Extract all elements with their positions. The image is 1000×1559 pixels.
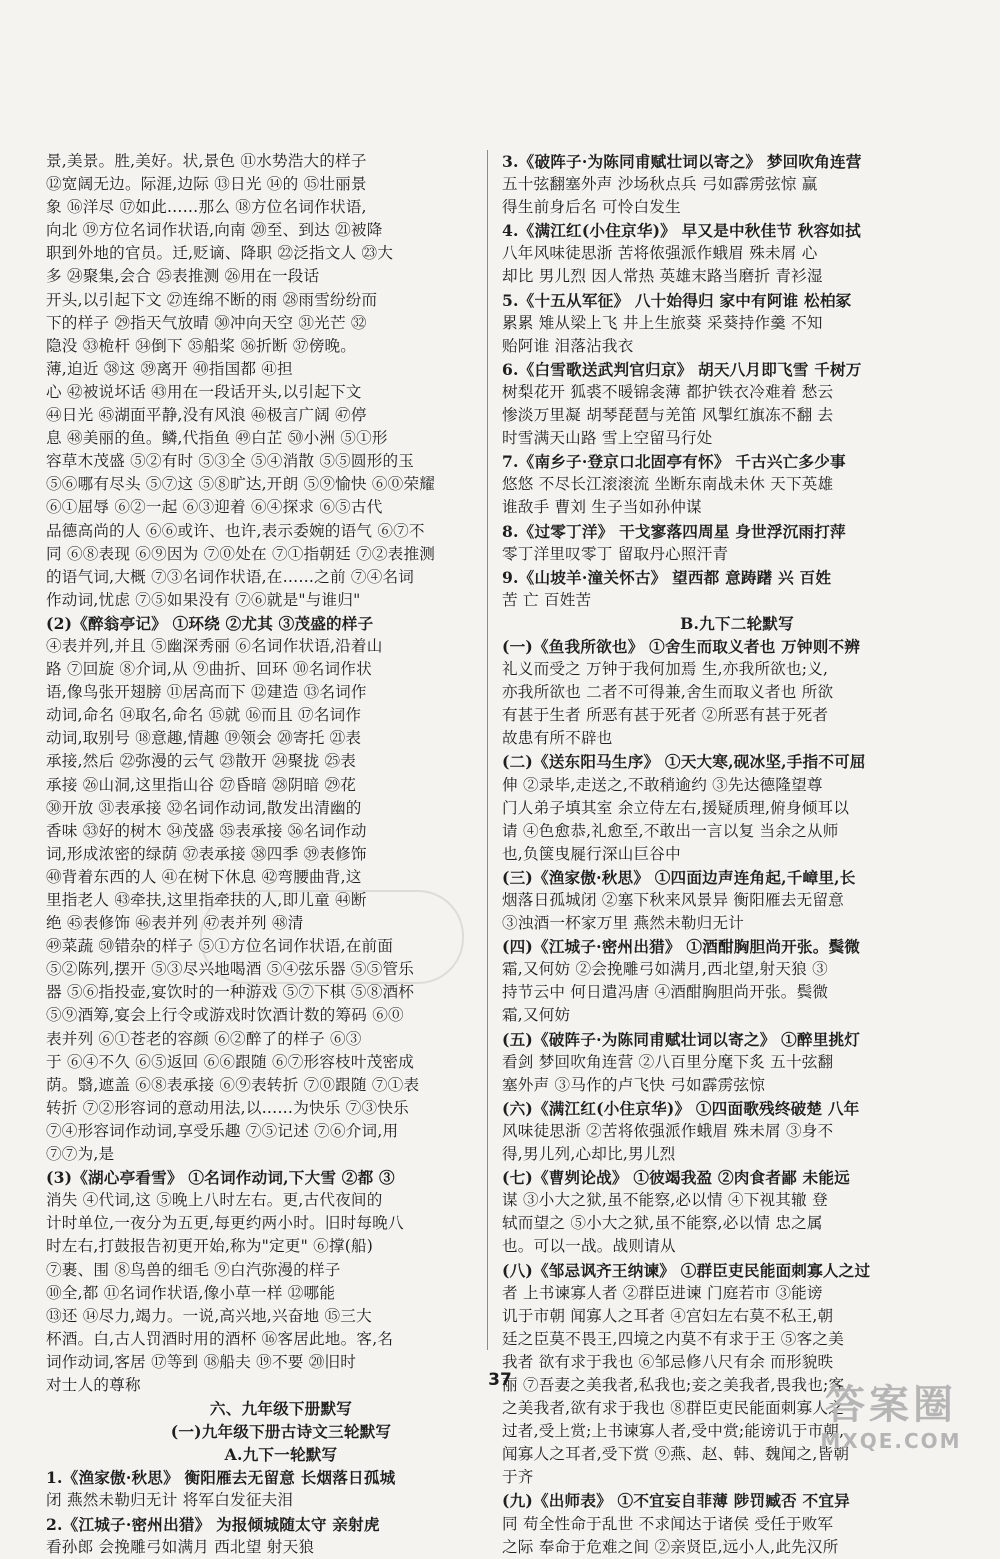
text-line: 亦我所欲也 二者不可得兼,舍生而取义者也 所欲: [502, 683, 834, 702]
text-line: 5.《十五从军征》 八十始得归 家中有阿谁 松柏冢: [502, 290, 852, 310]
text-line: ⑦⑦为,是: [46, 1145, 115, 1164]
text-line: 之际 奉命于危难之间 ②亲贤臣,远小人,此先汉所: [502, 1537, 839, 1556]
text-line: 承接 ㉖山洞,这里指山谷 ㉗昏暗 ㉘阴暗 ㉙花: [46, 775, 357, 794]
text-line: 闭 燕然未勒归无计 将军白发征夫泪: [46, 1491, 294, 1510]
text-line: (3)《湖心亭看雪》 ①名词作动词,下大雪 ②都 ③: [46, 1168, 395, 1188]
text-line: 谋 ③小大之狱,虽不能察,必以情 ④下视其辙 登: [502, 1191, 828, 1210]
text-line: 者 上书谏寡人者 ②群臣进谏 门庭若市 ③能谤: [502, 1283, 823, 1302]
text-line: 同 苟全性命于乱世 不求闻达于诸侯 受任于败军: [502, 1514, 834, 1533]
watermark-logo-text: 答案圈: [825, 1382, 957, 1428]
text-line: 我者 欲有求于我也 ⑥邹忌修八尺有余 而形貌昳: [502, 1352, 834, 1371]
text-line: 作动词,忧虑 ⑦⑤如果没有 ⑦⑥就是"与谁归": [46, 590, 361, 609]
text-line: 职到外地的官员。迁,贬谪、降职 ㉒泛指文人 ㉓大: [46, 244, 394, 263]
text-line: 荫。翳,遮盖 ⑥⑧表承接 ⑥⑨表转折 ⑦⓪跟随 ⑦①表: [46, 1075, 420, 1094]
text-line: 霜,又何妨: [502, 1006, 571, 1025]
text-line: (八)《邹忌讽齐王纳谏》 ①群臣吏民能面刺寡人之过: [502, 1260, 871, 1280]
text-line: 1.《渔家傲·秋思》 衡阳雁去无留意 长烟落日孤城: [46, 1468, 396, 1488]
text-line: 心 ㊷被说坏话 ㊸用在一段话开头,以引起下文: [46, 382, 362, 401]
text-line: 悠悠 不尽长江滚滚流 坐断东南战未休 天下英雄: [502, 475, 834, 494]
text-line: ㊵背着东西的人 ㊶在树下休息 ㊷弯腰曲背,这: [46, 867, 362, 886]
text-line: ⑤⑨酒筹,宴会上行令或游戏时饮酒计数的筹码 ⑥⓪: [46, 1006, 404, 1025]
text-line: (一)《鱼我所欲也》 ①舍生而取义者也 万钟则不辨: [502, 636, 861, 656]
text-line: 8.《过零丁洋》 干戈寥落四周星 身世浮沉雨打萍: [502, 521, 846, 541]
text-line: (七)《曹刿论战》 ①彼竭我盈 ②肉食者鄙 未能远: [502, 1168, 850, 1188]
text-line: 于 ⑥④不久 ⑥⑤返回 ⑥⑥跟随 ⑥⑦形容枝叶茂密成: [46, 1052, 415, 1071]
text-line: 表并列 ⑥①苍老的容颜 ⑥②醉了的样子 ⑥③: [46, 1029, 362, 1048]
text-line: 也,负箧曳屣行深山巨谷中: [502, 844, 681, 863]
text-line: 对士人的尊称: [46, 1375, 141, 1394]
text-line: 器 ⑤⑥指投壶,宴饮时的一种游戏 ⑤⑦下棋 ⑤⑧酒杯: [46, 983, 415, 1002]
text-line: 隐没 ㉝桅杆 ㉞倒下 ㉟船桨 ㊱折断 ㊲傍晚。: [46, 336, 357, 355]
text-line: 薄,迫近 ㊳这 ㊴离开 ㊵指国都 ㊶担: [46, 359, 293, 378]
text-line: 苦 亡 百姓苦: [502, 590, 592, 609]
site-watermark: [796, 1381, 986, 1461]
text-line: 6.《白雪歌送武判官归京》 胡天八月即飞雪 千树万: [502, 359, 862, 379]
text-line: 累累 雉从梁上飞 井上生旅葵 采葵持作羹 不知: [502, 313, 823, 332]
text-line: ⑥①屈辱 ⑥②一起 ⑥③迎着 ⑥④探求 ⑥⑤古代: [46, 498, 383, 517]
text-line: 开头,以引起下文 ㉗连绵不断的雨 ㉘雨雪纷纷而: [46, 290, 378, 309]
text-line: 廷之臣莫不畏王,四境之内莫不有求于王 ⑤客之美: [502, 1329, 844, 1348]
text-line: (2)《醉翁亭记》 ①环绕 ②尤其 ③茂盛的样子: [46, 613, 374, 633]
page-number: 37: [488, 1370, 512, 1390]
text-line: 承接,然后 ㉒弥漫的云气 ㉓散开 ㉔聚拢 ㉕表: [46, 752, 357, 771]
text-line: ㊾菜蔬 ㊿错杂的样子 ⑤①方位名词作状语,在前面: [46, 937, 394, 956]
text-line: 有甚于生者 所恶有甚于死者 ②所恶有甚于死者: [502, 706, 829, 725]
text-line: 7.《南乡子·登京口北固亭有怀》 千古兴亡多少事: [502, 452, 846, 472]
text-line: 品德高尚的人 ⑥⑥或许、也许,表示委婉的语气 ⑥⑦不: [46, 521, 425, 540]
text-line: (五)《破阵子·为陈同甫赋壮词以寄之》 ①醉里挑灯: [502, 1029, 861, 1049]
text-line: (二)《送东阳马生序》 ①天大寒,砚冰坚,手指不可屈: [502, 752, 866, 772]
text-line: ⑦④形容词作动词,享受乐趣 ⑦⑤记述 ⑦⑥介词,用: [46, 1121, 399, 1140]
text-line: 于齐: [502, 1468, 534, 1487]
right-column: [502, 150, 972, 1559]
text-line: 杯酒。白,古人罚酒时用的酒杯 ⑯客居此地。客,名: [46, 1329, 394, 1348]
text-line: ⑫宽阔无边。际涯,边际 ⑬日光 ⑭的 ⑮壮丽景: [46, 175, 367, 194]
text-line: 谁敌手 曹刘 生子当如孙仲谋: [502, 498, 702, 517]
text-line: ③浊酒一杯家万里 燕然未勒归无计: [502, 914, 745, 933]
text-line: ㊹日光 ㊺湖面平静,没有风浪 ㊻极言广阔 ㊼停: [46, 406, 367, 425]
text-line: B.九下二轮默写: [680, 613, 794, 633]
text-line: 讥于市朝 闻寡人之耳者 ④宫妇左右莫不私王,朝: [502, 1306, 834, 1325]
text-line: ⑦裹、围 ⑧鸟兽的细毛 ⑨白汽弥漫的样子: [46, 1260, 341, 1279]
text-line: 轼而望之 ⑤小大之狱,虽不能察,必以情 忠之属: [502, 1214, 823, 1233]
text-line: ⑤⑥哪有尽头 ⑤⑦这 ⑤⑧旷达,开朗 ⑤⑨愉快 ⑥⓪荣耀: [46, 475, 436, 494]
text-line: 请 ④色愈恭,礼愈至,不敢出一言以复 当余之从师: [502, 821, 839, 840]
text-line: (一)九年级下册古诗文三轮默写: [170, 1422, 392, 1442]
text-line: 动词,命名 ⑭取名,命名 ⑮就 ⑯而且 ⑰名词作: [46, 706, 362, 725]
text-line: ⑩全,都 ⑪名词作状语,像小草一样 ⑫哪能: [46, 1283, 336, 1302]
text-line: 闻寡人之耳者,受下赏 ⑨燕、赵、韩、魏闻之,皆朝: [502, 1445, 850, 1464]
text-line: 霜,又何妨 ②会挽雕弓如满月,西北望,射天狼 ③: [502, 960, 828, 979]
text-line: 八年风味徒思浙 苦将侬强派作蛾眉 殊未屑 心: [502, 244, 818, 263]
text-line: 风味徒思浙 ②苦将侬强派作蛾眉 殊未屑 ③身不: [502, 1121, 834, 1140]
text-line: 时雪满天山路 雪上空留马行处: [502, 429, 713, 448]
text-line: 却比 男儿烈 因人常热 英雄末路当磨折 青衫湿: [502, 267, 823, 286]
text-line: 向北 ⑲方位名词作状语,向南 ⑳至、到达 ㉑被降: [46, 221, 383, 240]
text-line: 计时单位,一夜分为五更,每更约两小时。旧时每晚八: [46, 1214, 404, 1233]
text-line: 多 ㉔聚集,会合 ㉕表推测 ㉖用在一段话: [46, 267, 320, 286]
text-line: ④表并列,并且 ⑤幽深秀丽 ⑥名词作状语,沿着山: [46, 636, 383, 655]
text-line: 词作动词,客居 ⑰等到 ⑱船夫 ⑲不要 ⑳旧时: [46, 1352, 357, 1371]
text-line: 绝 ㊺表修饰 ㊻表并列 ㊼表并列 ㊽清: [46, 914, 304, 933]
left-column: [46, 150, 516, 1559]
text-line: 2.《江城子·密州出猎》 为报倾城随太守 亲射虎: [46, 1514, 380, 1534]
text-line: 息 ㊽美丽的鱼。鳞,代指鱼 ㊾白芷 ㊿小洲 ⑤①形: [46, 429, 388, 448]
text-line: 路 ⑦回旋 ⑧介词,从 ⑨曲折、回环 ⑩名词作状: [46, 660, 372, 679]
text-line: 下的样子 ㉙指天气放晴 ㉚冲向天空 ㉛光芒 ㉜: [46, 313, 367, 332]
text-line: 丽 ⑦吾妻之美我者,私我也;妾之美我者,畏我也;客: [502, 1375, 845, 1394]
text-line: 4.《满江红(小住京华)》 早又是中秋佳节 秋容如拭: [502, 221, 861, 241]
watermark-url: MXQE.COM: [820, 1429, 962, 1453]
text-line: 故患有所不辟也: [502, 729, 613, 748]
text-line: 树梨花开 狐裘不暖锦衾薄 都护铁衣冷难着 愁云: [502, 382, 834, 401]
text-line: 得,男儿列,心却比,男儿烈: [502, 1145, 676, 1164]
text-line: 象 ⑯洋尽 ⑰如此……那么 ⑱方位名词作状语,: [46, 198, 367, 217]
text-line: 之美我者,欲有求于我也 ⑧群臣吏民能面刺寡人之: [502, 1399, 844, 1418]
text-line: 看剑 梦回吹角连营 ②八百里分麾下炙 五十弦翻: [502, 1052, 834, 1071]
text-line: 看孙郎 会挽雕弓如满月 西北望 射天狼: [46, 1537, 315, 1556]
text-line: A.九下一轮默写: [224, 1445, 338, 1465]
text-line: 贻阿谁 泪落沾我衣: [502, 336, 634, 355]
text-line: 过者,受上赏;上书谏寡人者,受中赏;能谤讥于市朝,: [502, 1422, 845, 1441]
text-line: 也。可以一战。战则请从: [502, 1237, 676, 1256]
text-line: (九)《出师表》 ①不宜妄自菲薄 陟罚臧否 不宜异: [502, 1491, 850, 1511]
text-line: 烟落日孤城闭 ②塞下秋来风景异 衡阳雁去无留意: [502, 891, 844, 909]
text-line: 3.《破阵子·为陈同甫赋壮词以寄之》 梦回吹角连营: [502, 152, 862, 171]
text-line: 语,像鸟张开翅膀 ⑪居高而下 ⑫建造 ⑬名词作: [46, 683, 367, 702]
text-line: ⑬还 ⑭尽力,竭力。一说,高兴地,兴奋地 ⑮三大: [46, 1306, 372, 1325]
text-line: ㉚开放 ㉛表承接 ㉜名词作动词,散发出清幽的: [46, 798, 362, 817]
text-line: 里指老人 ㊸牵扶,这里指牵扶的人,即儿童 ㊹断: [46, 891, 367, 909]
text-line: 得生前身后名 可怜白发生: [502, 198, 681, 217]
text-line: 六、九年级下册默写: [209, 1399, 353, 1419]
text-line: 容草木茂盛 ⑤②有时 ⑤③全 ⑤④消散 ⑤⑤圆形的玉: [46, 452, 415, 471]
text-line: 景,美景。胜,美好。状,景色 ⑪水势浩大的样子: [46, 152, 367, 170]
column-divider: [487, 150, 488, 1350]
text-line: 零丁洋里叹零丁 留取丹心照汗青: [502, 544, 729, 563]
text-line: 礼义而受之 万钟于我何加焉 生,亦我所欲也;义,: [502, 660, 829, 679]
text-line: (六)《满江红(小住京华)》 ①四面歌残终破楚 八年: [502, 1098, 860, 1118]
text-line: 转折 ⑦②形容词的意动用法,以……为快乐 ⑦③快乐: [46, 1098, 409, 1117]
text-line: 动词,取别号 ⑱意趣,情趣 ⑲领会 ⑳寄托 ㉑表: [46, 729, 362, 748]
text-line: 9.《山坡羊·潼关怀古》 望西都 意踌躇 兴 百姓: [502, 567, 832, 587]
text-line: ⑤②陈列,摆开 ⑤③尽兴地喝酒 ⑤④弦乐器 ⑤⑤管乐: [46, 960, 415, 979]
text-line: 持节云中 何日遣冯唐 ④酒酣胸胆尚开张。鬓微: [502, 983, 829, 1002]
text-line: (三)《渔家傲·秋思》 ①四面边声连角起,千嶂里,长: [502, 867, 856, 887]
text-line: 门人弟子填其室 余立侍左右,援疑质理,俯身倾耳以: [502, 798, 850, 817]
text-line: (四)《江城子·密州出猎》 ①酒酣胸胆尚开张。鬓微: [502, 937, 861, 957]
text-line: 香味 ㉝好的树木 ㉞茂盛 ㉟表承接 ㊱名词作动: [46, 821, 367, 840]
text-line: 惨淡万里凝 胡琴琵琶与羌笛 风掣红旗冻不翻 去: [502, 406, 834, 425]
text-line: 的语气词,大概 ⑦③名词作状语,在……之前 ⑦④名词: [46, 567, 415, 586]
text-line: 塞外声 ③马作的卢飞快 弓如霹雳弦惊: [502, 1075, 766, 1094]
text-line: 五十弦翻塞外声 沙场秋点兵 弓如霹雳弦惊 赢: [502, 175, 818, 194]
text-line: 消失 ④代词,这 ⑤晚上八时左右。更,古代夜间的: [46, 1191, 383, 1210]
text-line: 同 ⑥⑧表现 ⑥⑨因为 ⑦⓪处在 ⑦①指朝廷 ⑦②表推测: [46, 544, 436, 563]
text-line: 词,形成浓密的绿荫 ㊲表承接 ㊳四季 ㊴表修饰: [46, 844, 367, 863]
text-line: 伸 ②录毕,走送之,不敢稍逾约 ③先达德隆望尊: [502, 775, 823, 794]
text-line: 时左右,打鼓报告初更开始,称为"定更" ⑥撑(船): [46, 1237, 374, 1256]
